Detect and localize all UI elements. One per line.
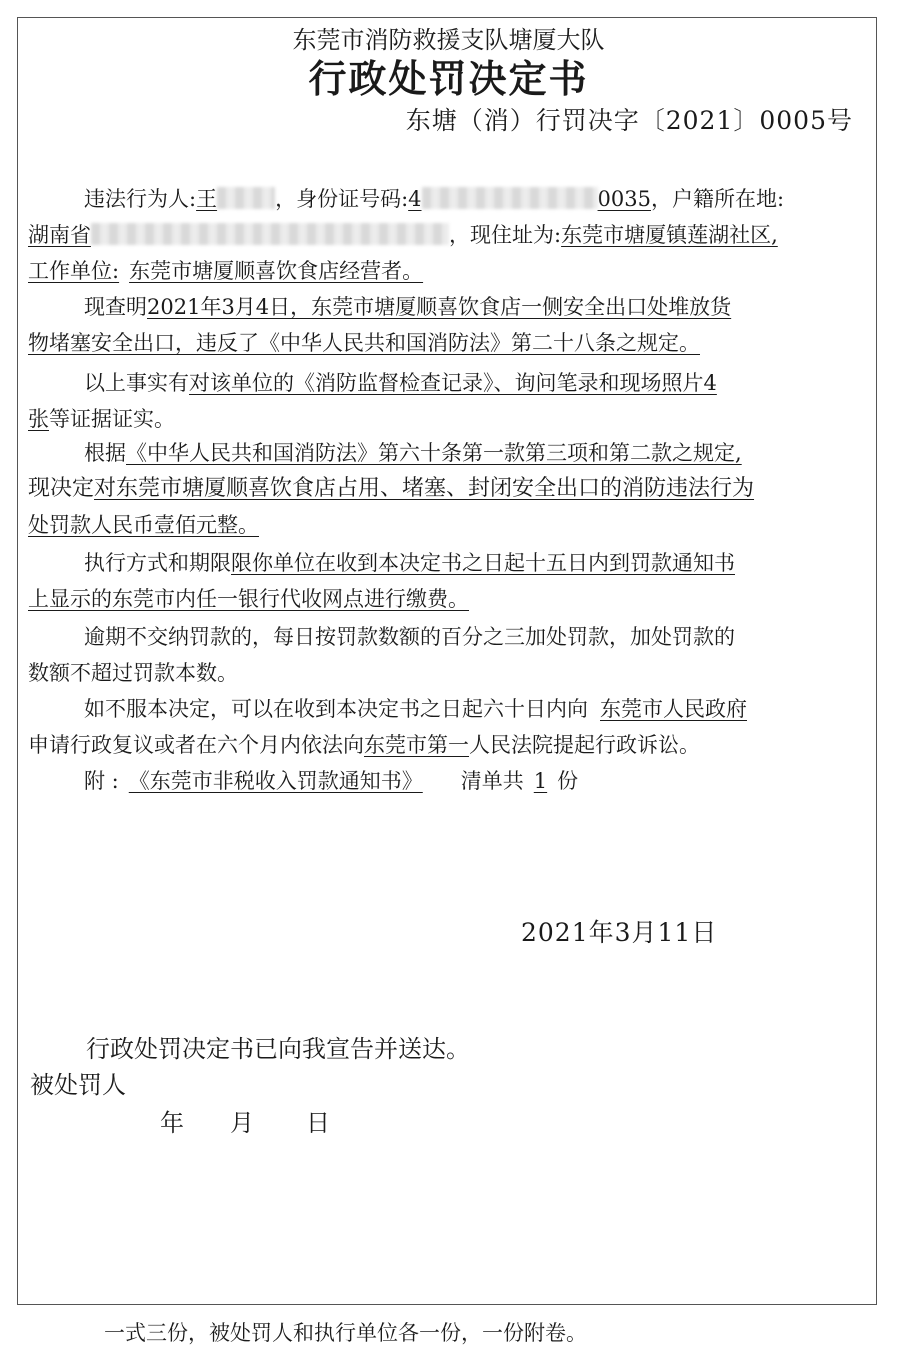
redacted-name [217,187,275,209]
id-number: 4 0035 [408,187,651,211]
evidence-line-1: 以上事实有对该单位的《消防监督检查记录》、询问笔录和现场照片4 [84,371,717,395]
party-name: 王 [196,187,275,211]
copies-note: 一式三份，被处罚人和执行单位各一份，一份附卷。 [104,1321,587,1345]
evidence-text: 对该单位的《消防监督检查记录》、询问笔录和现场照片4 [189,371,717,395]
issuing-authority: 东莞市消防救援支队塘厦大队 [292,26,605,54]
execution-line-1: 执行方式和期限限你单位在收到本决定书之日起十五日内到罚款通知书 [84,551,735,575]
document-title: 行政处罚决定书 [308,56,589,101]
review-authority: 东莞市人民政府 [600,697,747,721]
attachment-line: 附 : 《东莞市非税收入罚款通知书》 清单共 1 份 [84,769,579,793]
current-address: 东莞市塘厦镇莲湖社区, [561,223,778,247]
decision-line-2: 处罚款人民币壹佰元整。 [28,513,259,537]
attachment-name: 《东莞市非税收入罚款通知书》 [128,769,423,793]
facts-line-2: 物堵塞安全出口，违反了《中华人民共和国消防法》第二十八条之规定。 [28,331,700,355]
penalized-party-label: 被处罚人 [30,1071,126,1099]
basis-line: 根据《中华人民共和国消防法》第六十条第一款第三项和第二款之规定, [84,441,742,465]
decision-text: 对东莞市塘厦顺喜饮食店占用、堵塞、封闭安全出口的消防违法行为 [94,476,755,501]
household-address: 湖南省 [28,223,449,247]
decision-line-1: 现决定对东莞市塘厦顺喜饮食店占用、堵塞、封闭安全出口的消防违法行为 [28,476,755,501]
execution-line-2: 上显示的东莞市内任一银行代收网点进行缴费。 [28,587,469,611]
party-line-1: 违法行为人:王 ，身份证号码:4 0035，户籍所在地: [84,187,785,211]
service-notice: 行政处罚决定书已向我宣告并送达。 [86,1035,470,1063]
facts-text: 2021年3月4日，东莞市塘厦顺喜饮食店一侧安全出口处堆放货 [147,295,732,319]
late-penalty-line-1: 逾期不交纳罚款的，每日按罚款数额的百分之三加处罚款，加处罚款的 [84,625,735,649]
legal-basis: 《中华人民共和国消防法》第六十条第一款第三项和第二款之规定, [126,441,742,465]
decision-date: 2021年3月11日 [521,918,718,947]
party-line-3 [28,256,868,286]
late-penalty-line-2: 数额不超过罚款本数。 [28,661,238,685]
appeal-line-1: 如不服本决定，可以在收到本决定书之日起六十日内向 东莞市人民政府 [84,697,747,721]
redacted-address [91,223,449,245]
workplace: 工作单位: 东莞市塘厦顺喜饮食店经营者。 [28,259,424,283]
redacted-id [422,187,598,209]
appeal-line-2: 申请行政复议或者在六个月内依法向东莞市第一人民法院提起行政诉讼。 [28,733,700,757]
facts-line-1: 现查明2021年3月4日，东莞市塘厦顺喜饮食店一侧安全出口处堆放货 [84,295,732,319]
party-line-2: 湖南省 ，现住址为:东莞市塘厦镇莲湖社区, [28,223,778,247]
execution-terms: 限你单位在收到本决定书之日起十五日内到罚款通知书 [231,551,735,575]
document-number: 东塘（消）行罚决字〔2021〕0005号 [405,106,853,135]
evidence-line-2: 张等证据证实。 [28,407,175,431]
court-name: 东莞市第一 [364,733,469,757]
signature-date-blank: 年 月 日 [160,1109,330,1137]
attachment-count: 1 [533,769,548,793]
